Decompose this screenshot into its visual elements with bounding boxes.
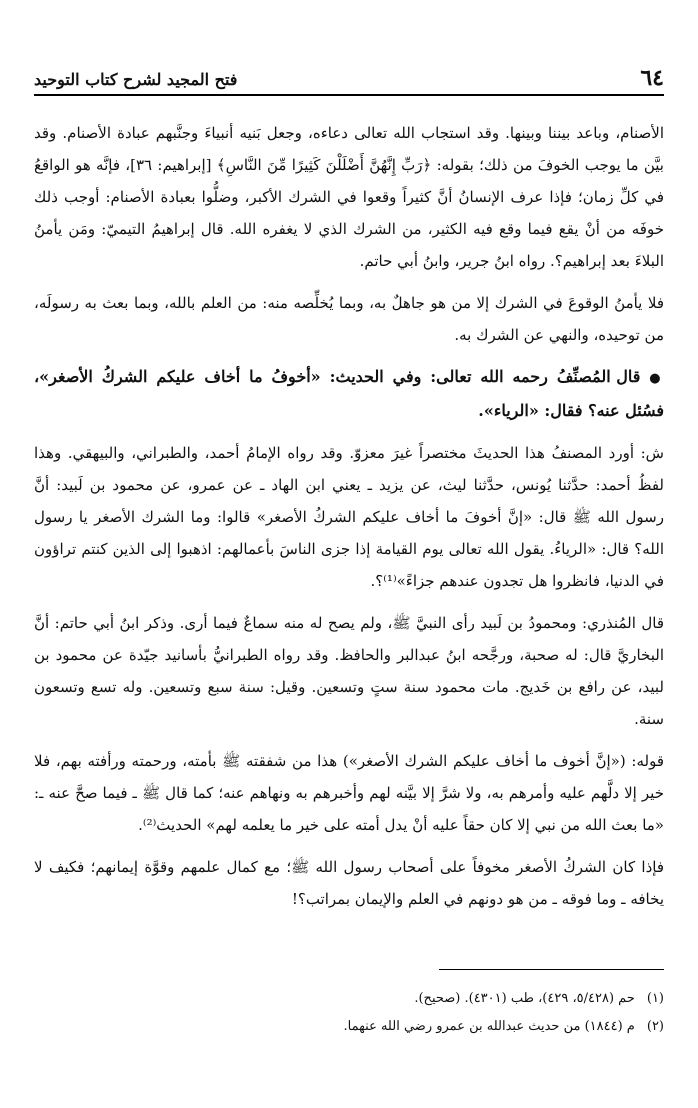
footnotes: [34, 985, 664, 1041]
page-header: [34, 58, 664, 96]
paragraph-commentary: ش: أورد المصنفُ هذا الحديثَ مختصراً غيرَ معزوّ. وقد رواه الإمامُ أحمد، والطبراني، والبيهقي. وهذا لفظُ أحمد: حدَّثنا يُونس، حدَّثنا ليث، عن يزيد ـ يعني ابن الهاد ـ عن عمرو، عن محمود بن لَبيد: أنَّ رسول الله ﷺ قال: «إنَّ أخوفَ ما أخاف عليكم الشركُ الأصغر» قالوا: وما الشرك الأصغر يا رسول الله؟ قال: «الرياءُ. يقول الله تعالى يوم القيامة إذا جزى الناسَ بأعمالهم: اذهبوا إلى الذين كنتم تراؤون في الدنيا، فانظروا هل تجدون عندهم جزاءً»⁽¹⁾؟.: [34, 444, 664, 590]
paragraph-qawluhu: قوله: («إنَّ أخوف ما أخاف عليكم الشرك الأصغر») هذا من شفقته ﷺ بأمته، ورحمته ورأفته بهم، فلا خير إلا دلَّهم عليه وأمرهم به، ولا شرَّ إلا بيَّنه لهم وأخبرهم به ونهاهم عنه؛ كما قال ﷺ ـ فيما صحَّ عنه ـ: «ما بعث الله من نبي إلا كان حقاً عليه أنْ يدل أمته على خير ما يعلمه لهم» الحديث⁽²⁾.: [34, 752, 664, 834]
footnote-divider: [439, 969, 664, 970]
footnote-1: [34, 985, 664, 1013]
paragraph-mundhiri: قال المُنذري: ومحمودُ بن لَبيد رأى النبيَّ ﷺ، ولم يصح له منه سماعٌ فيما أرى. وذكر ابنُ أبي حاتم: أنَّ البخاريَّ قال: له صحبة، ورجَّحه ابنُ عبدالبر والحافظ. وقد رواه الطبرانيُّ بأسانيد جيّدة عن محمود بن لبيد، عن رافع بن خَديج. مات محمود سنة ستٍ وتسعين. وقيل: سنة سبع وتسعين. وله تسع وتسعون سنة.: [34, 614, 664, 728]
author-text: قال المُصنِّفُ رحمه الله تعالى: وفي الحديث: «أخوفُ ما أخاف عليكم الشركُ الأصغر»، فسُئل عنه؟ فقال: «الرياء».: [34, 367, 664, 420]
author-text-paragraph: [34, 361, 664, 427]
paragraph-conclusion: فإذا كان الشركُ الأصغر مخوفاً على أصحاب رسول الله ﷺ؛ مع كمال علمهم وقوَّة إيمانهم؛ فكيف لا يخافه ـ وما فوقه ـ من هو دونهم في العلم والإيمان بمراتب؟!: [34, 858, 664, 908]
paragraph-1: الأصنام، وباعد بيننا وبينها. وقد استجاب الله تعالى دعاءه، وجعل بَنيه أنبياءَ وجنَّبهم عبادة الأصنام. وقد بيَّن ما يوجب الخوفَ من ذلك؛ بقوله: ﴿رَبِّ إِنَّهُنَّ أَضْلَلْنَ كَثِيرًا مِّنَ النَّاسِ﴾ [إبراهيم: ٣٦]، فإنَّه هو الواقعُ في كلِّ زمان؛ فإذا عرف الإنسانُ أنَّ كثيراً وقعوا في الشرك الأكبر، وضلُّوا بعبادة الأصنام: أوجب ذلك خوفَه من أنْ يقع فيما وقع فيه الكثير، من الشرك الذي لا يغفره الله. قال إبراهيمُ التيميّ: ومَن يأمنُ البلاءَ بعد إبراهيم؟. رواه ابنُ جرير، وابنُ أبي حاتم.: [34, 124, 664, 270]
page-number: ٦٤: [640, 65, 664, 91]
footnote-text: حم (٥/٤٢٨، ٤٢٩)، طب (٤٣٠١). (صحيح).: [414, 991, 635, 1006]
page-body: [34, 117, 664, 915]
footnote-number: (١): [646, 991, 664, 1006]
paragraph-2: فلا يأمنُ الوقوعَ في الشرك إلا من هو جاهلٌ به، وبما يُخلِّصه منه: من العلم بالله، وبما بعث به رسولَه، من توحيده، والنهي عن الشرك به.: [34, 294, 664, 344]
bullet-icon: ●: [649, 371, 664, 386]
footnote-2: [34, 1013, 664, 1041]
footnote-text: م (١٨٤٤) من حديث عبدالله بن عمرو رضي الله عنهما.: [343, 1019, 635, 1034]
footnote-number: (٢): [646, 1019, 664, 1034]
running-title: فتح المجيد لشرح كتاب التوحيد: [34, 70, 238, 89]
